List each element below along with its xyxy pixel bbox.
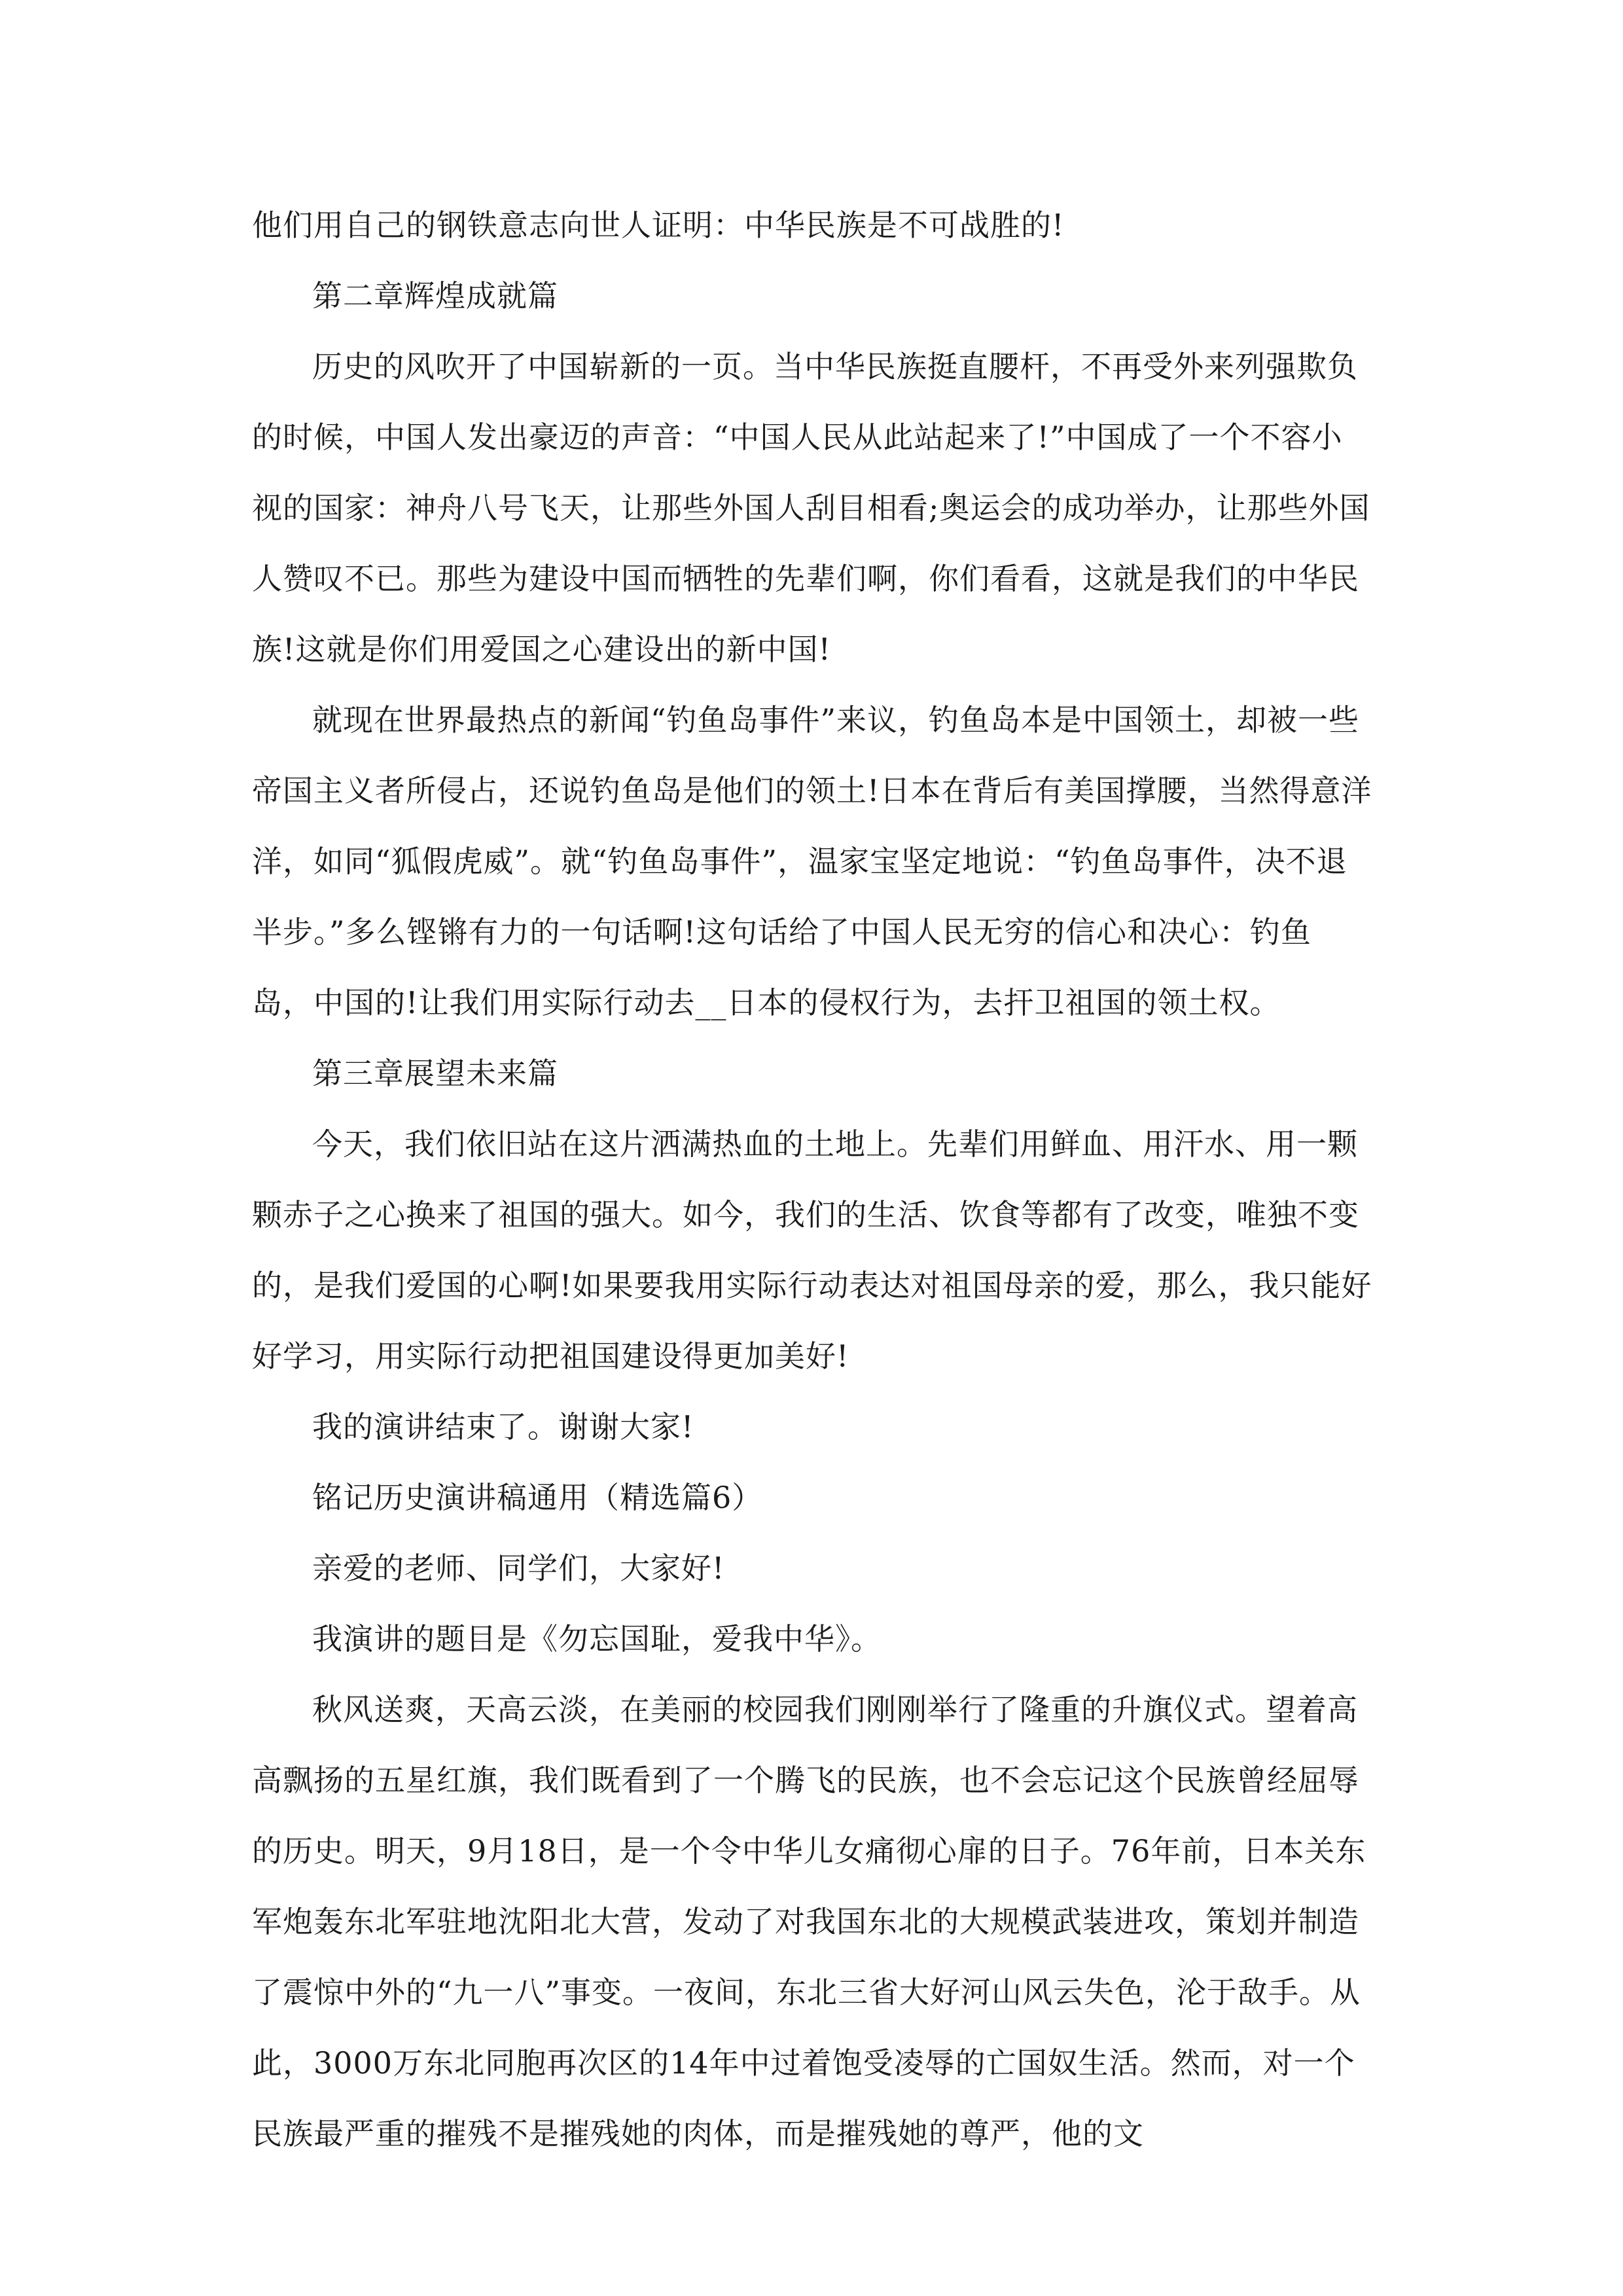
greeting: 亲爱的老师、同学们，大家好!	[312, 1551, 725, 1586]
chapter-heading-2: 第二章辉煌成就篇	[312, 278, 558, 314]
speech-topic: 我演讲的题目是《勿忘国耻，爱我中华》。	[312, 1621, 882, 1657]
paragraph: 今天，我们依旧站在这片洒满热血的土地上。先辈们用鲜血、用汗水、用一颗颗赤子之心换来了祖国的强大。如今，我们的生活、饮食等都有了改变，唯独不变的，是我们爱国的心啊!如果要我用实际行动表达对祖国母亲的爱，那么，我只能好好学习，用实际行动把祖国建设得更加美好!	[252, 1126, 1372, 1374]
paragraph: 历史的风吹开了中国崭新的一页。当中华民族挺直腰杆，不再受外来列强欺负的时候，中国人发出豪迈的声音：“中国人民从此站起来了!”中国成了一个不容小视的国家：神舟八号飞天，让那些外国人刮目相看;奥运会的成功举办，让那些外国人赞叹不已。那些为建设中国而牺牲的先辈们啊，你们看看，这就是我们的中华民族!这就是你们用爱国之心建设出的新中国!	[252, 349, 1370, 667]
paragraph: 就现在世界最热点的新闻“钓鱼岛事件”来议，钓鱼岛本是中国领土，却被一些帝国主义者所侵占，还说钓鱼岛是他们的领土!日本在背后有美国撑腰，当然得意洋洋，如同“狐假虎威”。就“钓鱼岛事件”，温家宝坚定地说：“钓鱼岛事件，决不退半步。”多么铿锵有力的一句话啊!这句话给了中国人民无穷的信心和决心：钓鱼岛，中国的!让我们用实际行动去__日本的侵权行为，去扞卫祖国的领土权。	[252, 702, 1372, 1020]
document-body	[252, 190, 1372, 2169]
section-title: 铭记历史演讲稿通用（精选篇6）	[312, 1480, 763, 1515]
paragraph-continuation: 他们用自己的钢铁意志向世人证明：中华民族是不可战胜的!	[252, 207, 1065, 243]
chapter-heading-3: 第三章展望未来篇	[312, 1056, 558, 1091]
paragraph: 秋风送爽，天高云淡，在美丽的校园我们刚刚举行了隆重的升旗仪式。望着高高飘扬的五星红旗，我们既看到了一个腾飞的民族，也不会忘记这个民族曾经屈辱的历史。明天，9月18日，是一个令中华儿女痛彻心扉的日子。76年前，日本关东军炮轰东北军驻地沈阳北大营，发动了对我国东北的大规模武装进攻，策划并制造了震惊中外的“九一八”事变。一夜间，东北三省大好河山风云失色，沦于敌手。从此，3000万东北同胞再次区的14年中过着饱受凌辱的亡国奴生活。然而，对一个民族最严重的摧残不是摧残她的肉体，而是摧残她的尊严，他的文	[252, 1692, 1366, 2151]
closing-line: 我的演讲结束了。谢谢大家!	[312, 1409, 694, 1444]
